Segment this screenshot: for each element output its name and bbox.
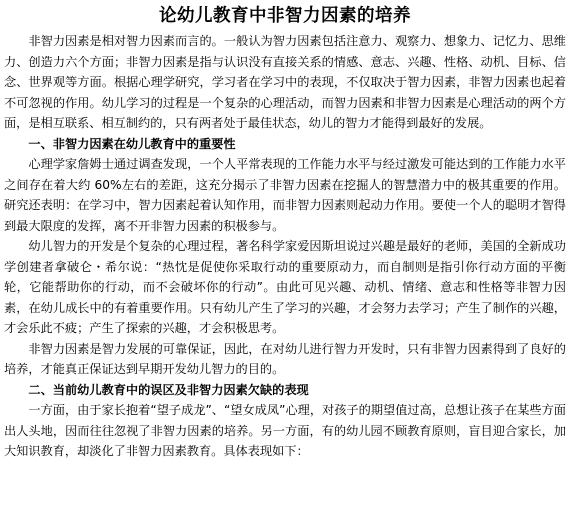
section-heading-2: 二、当前幼儿教育中的误区及非智力因素欠缺的表现 [28,382,309,397]
section-heading-1: 一、非智力因素在幼儿教育中的重要性 [28,136,236,151]
paragraph-james-research: 心理学家詹姆士通过调查发现，一个人平常表现的工作能力水平与经过激发可能达到的工作能力水平之间存在着大约 60%左右的差距，这充分揭示了非智力因素在挖掘人的智慧潜力中的极其重要的作用。研究还表明：在学习中，智力因素起着认知作用，而非智力因素则起动力作用。要使一个人的聪明才智得到最大限度的发挥，离不开非智力因素的积极参与。 [4,157,566,233]
document-title: 论幼儿教育中非智力因素的培养 [159,6,411,26]
paragraph-guarantee: 非智力因素是智力发展的可靠保证，因此，在对幼儿进行智力开发时，只有非智力因素得到了良好的培养，才能真正保证达到早期开发幼儿智力的目的。 [4,341,566,376]
paragraph-interest: 幼儿智力的开发是个复杂的心理过程，著名科学家爱因斯坦说过兴趣是最好的老师，美国的全新成功学创建者拿破仑・希尔说：“热忱是促使你采取行动的重要原动力，而自制则是指引你行动方面的平衡轮，它能帮助你的行动，而不会破坏你的行动”。由此可见兴趣、动机、情绪、意志和性格等非智力因素，在幼儿成长中的有着重要作用。只有幼儿产生了学习的兴趣，才会努力去学习；产生了制作的兴趣，才会乐此不疲；产生了探索的兴趣，才会积极思考。 [4,239,566,335]
paragraph-intro: 非智力因素是相对智力因素而言的。一般认为智力因素包括注意力、观察力、想象力、记忆力、思维力、创造力六个方面；非智力因素是指与认识没有直接关系的情感、意志、兴趣、性格、动机、目标、信念、世界观等方面。根据心理学研究，学习者在学习中的表现，不仅取决于智力因素，非智力因素也起着不可忽视的作用。幼儿学习的过程是一个复杂的心理活动，而智力因素和非智力因素是心理活动的两个方面，是相互联系、相互制约的，只有两者处于最佳状态，幼儿的智力才能得到最好的发展。 [4,34,566,130]
paragraph-misconceptions: 一方面，由于家长抱着“望子成龙”、“望女成凤”心理，对孩子的期望值过高，总想让孩子在某些方面出人头地，因而往往忽视了非智力因素的培养。另一方面，有的幼儿园不顾教育原则，盲目迎合家长，加大知识教育，却淡化了非智力因素教育。具体表现如下： [4,403,566,458]
